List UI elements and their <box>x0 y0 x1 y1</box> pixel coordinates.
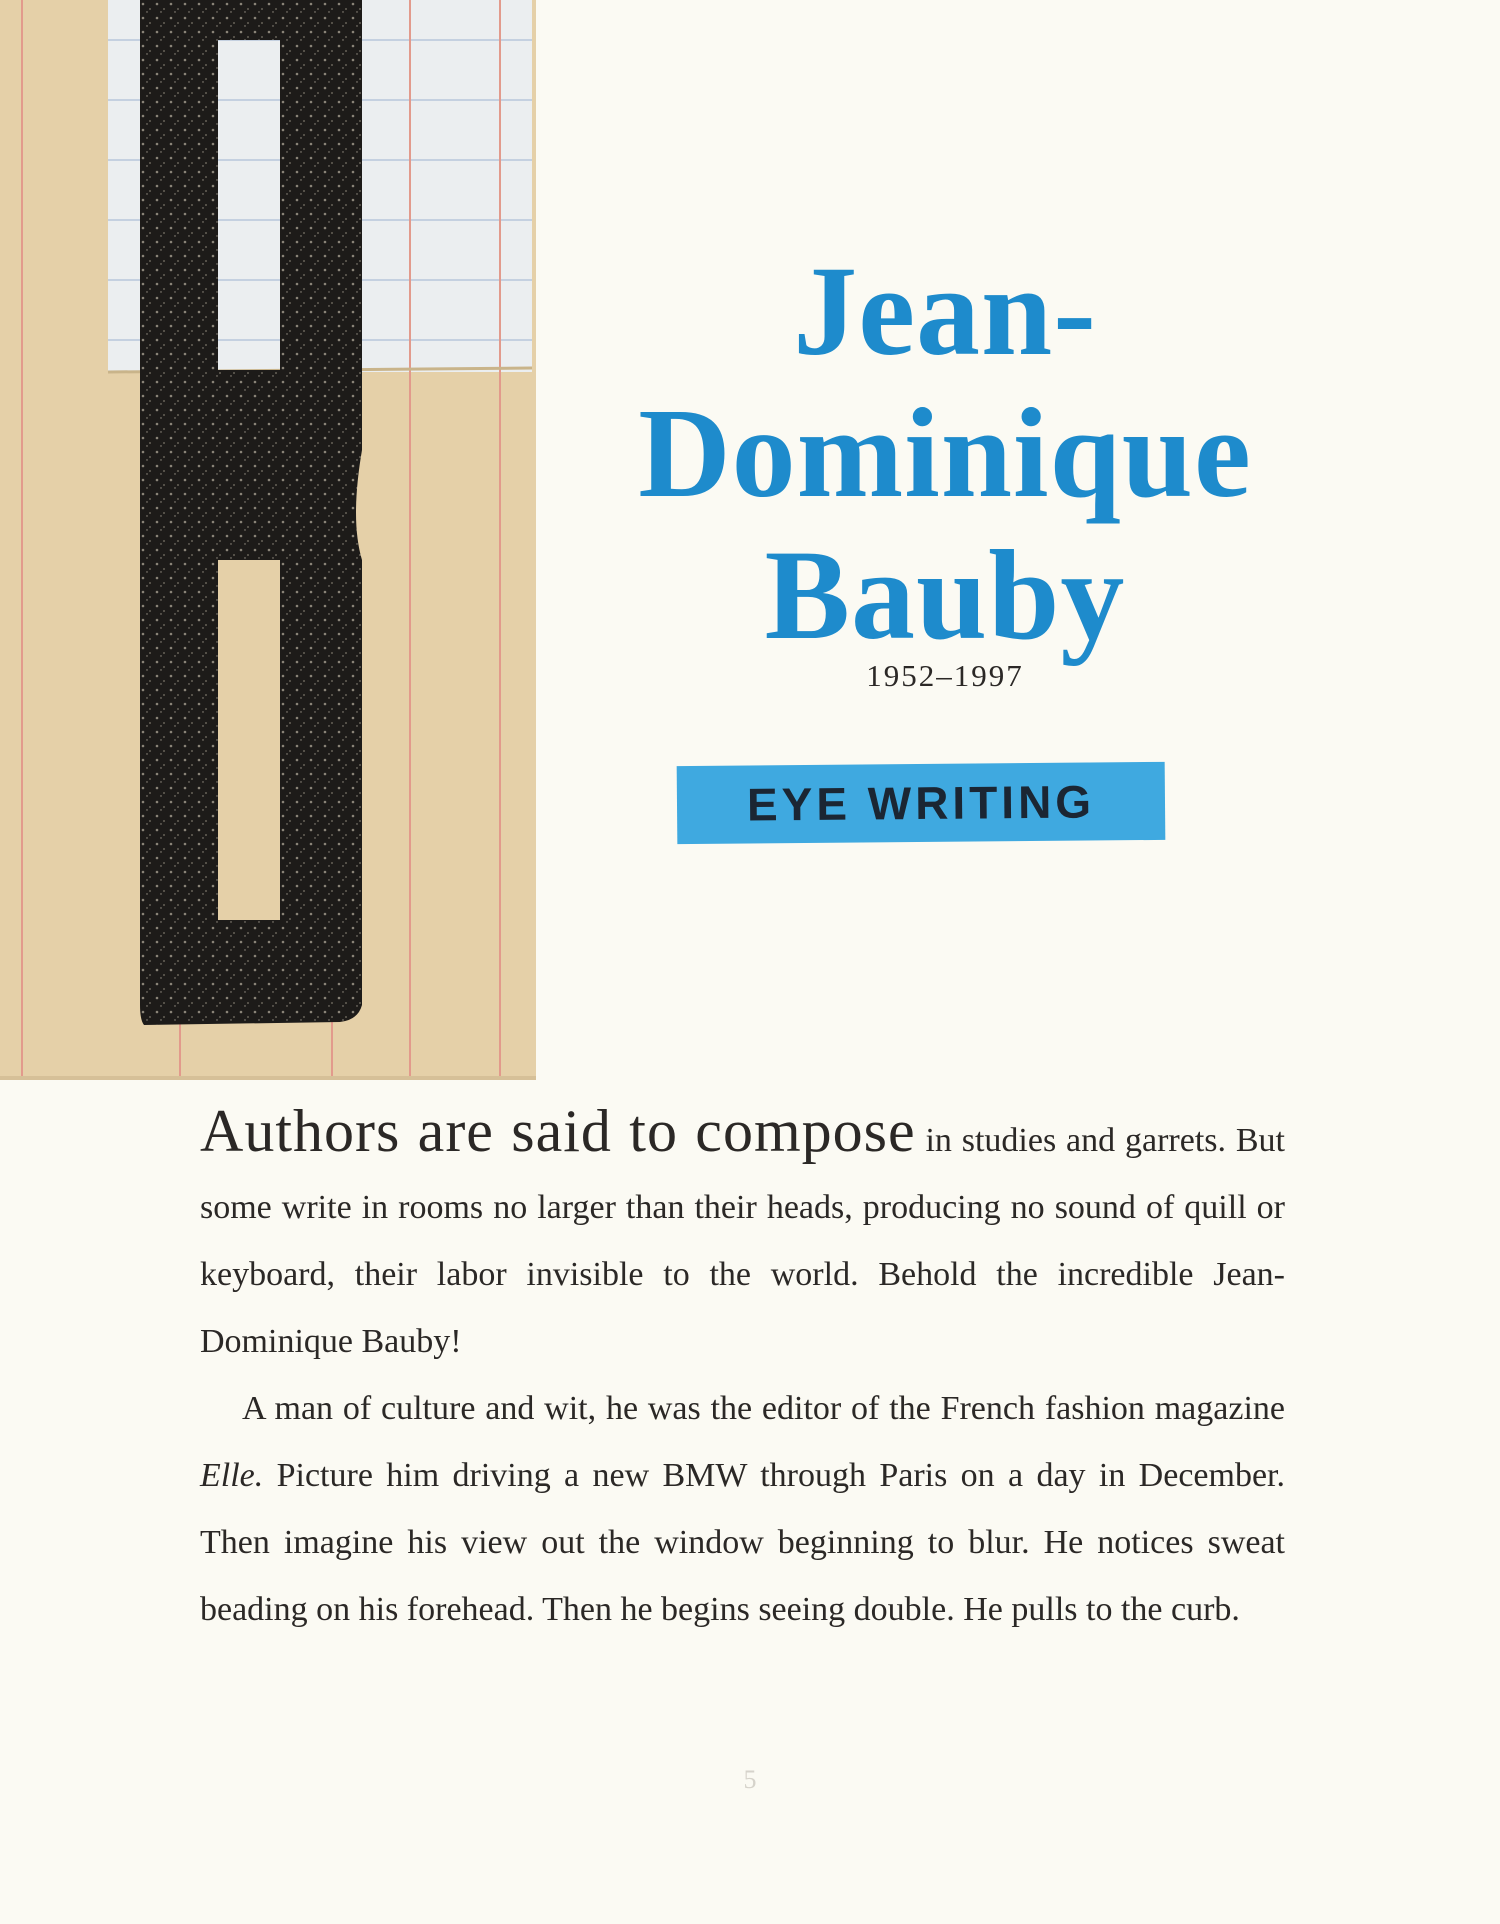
author-name-line-2: Dominique <box>638 382 1252 524</box>
lead-in-phrase: Authors are said to compose <box>200 1098 916 1164</box>
author-name-heading <box>560 240 1330 666</box>
paragraph-1 <box>200 1098 1285 1375</box>
magazine-title: Elle. <box>200 1457 264 1494</box>
paragraph-2 <box>200 1375 1285 1643</box>
paragraph-2-rest: Picture him driving a new BMW through Paris on a day in December. Then imagine his view out the window beginning to blur. He notices sweat beading on his forehead. Then he begins seeing double. He pulls to the curb. <box>200 1457 1285 1628</box>
paragraph-2-start: A man of culture and wit, he was the editor of the French fashion magazine <box>242 1390 1285 1427</box>
paragraph-1-text: in studies and garrets. But some write in rooms no larger than their heads, producing no sound of quill or keyboard, their labor invisible to the world. Behold the incredible Jean-Dominique Bauby! <box>200 1122 1285 1360</box>
author-name-line-3: Bauby <box>764 524 1126 666</box>
stamped-letter-b-image <box>0 0 536 1080</box>
collage-letter-b-illustration <box>0 0 536 1080</box>
body-text <box>200 1098 1285 1643</box>
life-dates: 1952–1997 <box>866 658 1024 693</box>
chapter-tag <box>677 762 1166 844</box>
page-number: 5 <box>743 1765 757 1794</box>
author-name-line-1: Jean- <box>793 240 1097 382</box>
chapter-tag-label: EYE WRITING <box>746 775 1096 831</box>
